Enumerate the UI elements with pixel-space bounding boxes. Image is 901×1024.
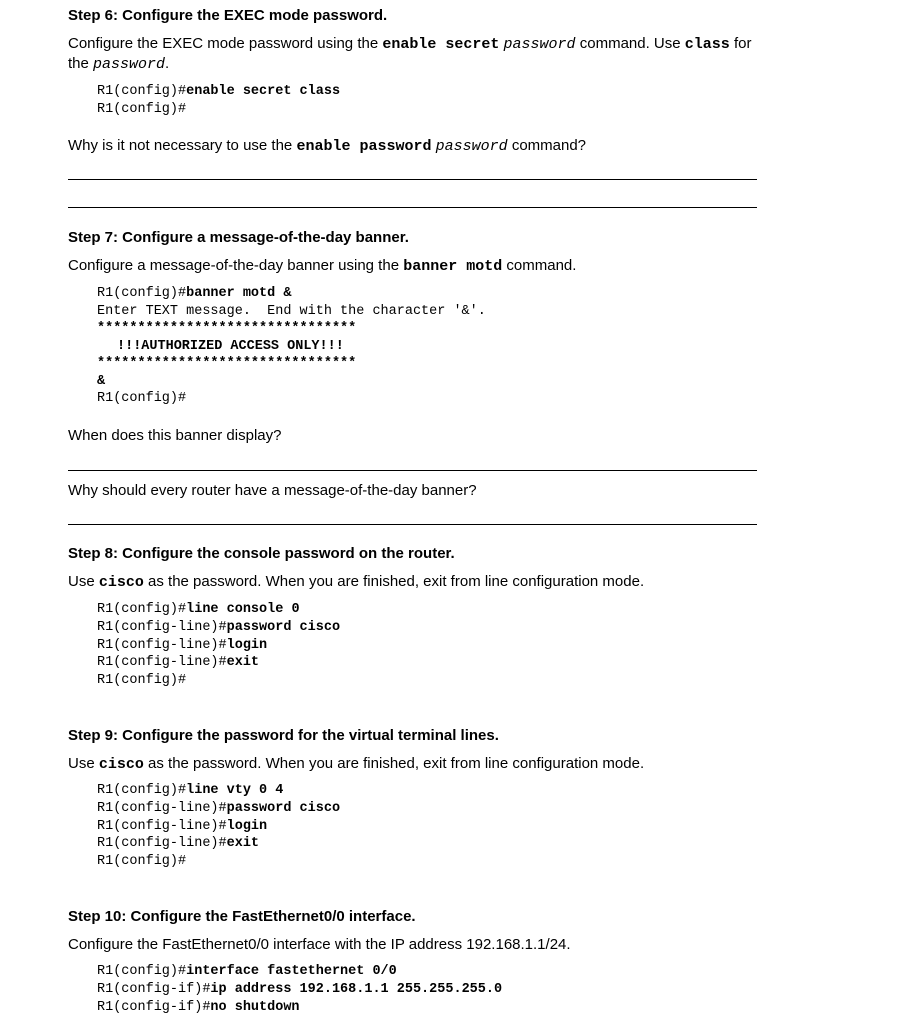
answer-line (68, 470, 757, 471)
step7-instruction: Configure a message-of-the-day banner using the banner motd command. (68, 257, 577, 275)
answer-line (68, 524, 757, 525)
step7-question2: Why should every router have a message-of-the-day banner? (68, 482, 477, 499)
step9-code-block (97, 782, 340, 871)
code-line: R1(config)# (97, 673, 187, 689)
step10-heading: Step 10: Configure the FastEthernet0/0 interface. (68, 908, 416, 925)
step8-code-block (97, 601, 340, 690)
code-line: R1(config)#line console 0 (97, 602, 300, 617)
step7-heading: Step 7: Configure a message-of-the-day banner. (68, 229, 409, 246)
code-line: R1(config)# (97, 854, 187, 870)
code-line: R1(config)# (97, 102, 187, 117)
answer-line (68, 207, 757, 208)
step6-question: Why is it not necessary to use the enable password password command? (68, 137, 587, 155)
code-line: R1(config-line)#exit (97, 836, 260, 852)
step6-code-block (97, 83, 340, 119)
code-line: Enter TEXT message. End with the character '&'. (97, 303, 486, 319)
step10-instruction: Configure the FastEthernet0/0 interface with the IP address 192.168.1.1/24. (68, 936, 571, 953)
code-line: R1(config)#enable secret class (97, 84, 341, 99)
banner-stars: ******************************** (97, 321, 357, 336)
code-line: R1(config-if)#no shutdown (97, 999, 300, 1015)
code-line: R1(config)#line vty 0 4 (97, 783, 284, 798)
step9-instruction: Use cisco as the password. When you are finished, exit from line configuration mode. (68, 755, 645, 773)
step6-instruction-line1: Configure the EXEC mode password using the enable secret password command. Use class for (68, 35, 752, 53)
step6-heading: Step 6: Configure the EXEC mode password. (68, 7, 388, 24)
step8-heading: Step 8: Configure the console password on the router. (68, 545, 455, 562)
step9-heading: Step 9: Configure the password for the virtual terminal lines. (68, 727, 499, 744)
banner-stars: ******************************** (97, 356, 357, 371)
step10-code-block (97, 963, 502, 1016)
step6-instruction-line2: the password. (68, 55, 170, 73)
answer-line (68, 179, 757, 180)
code-line: R1(config)#interface fastethernet 0/0 (97, 964, 397, 979)
code-line: R1(config-if)#ip address 192.168.1.1 255.255.255.0 (97, 981, 503, 997)
code-line: R1(config-line)#exit (97, 655, 260, 671)
code-line: R1(config-line)#login (97, 637, 268, 653)
code-line: R1(config)#banner motd & (97, 286, 292, 301)
step7-question1: When does this banner display? (68, 427, 282, 444)
banner-text: !!!AUTHORIZED ACCESS ONLY!!! (117, 338, 344, 354)
step7-code-block (97, 285, 486, 408)
step8-instruction: Use cisco as the password. When you are finished, exit from line configuration mode. (68, 573, 645, 591)
code-line: R1(config)# (97, 391, 187, 406)
banner-delimiter: & (97, 373, 106, 389)
code-line: R1(config-line)#login (97, 818, 268, 834)
code-line: R1(config-line)#password cisco (97, 800, 341, 816)
code-line: R1(config-line)#password cisco (97, 619, 341, 635)
